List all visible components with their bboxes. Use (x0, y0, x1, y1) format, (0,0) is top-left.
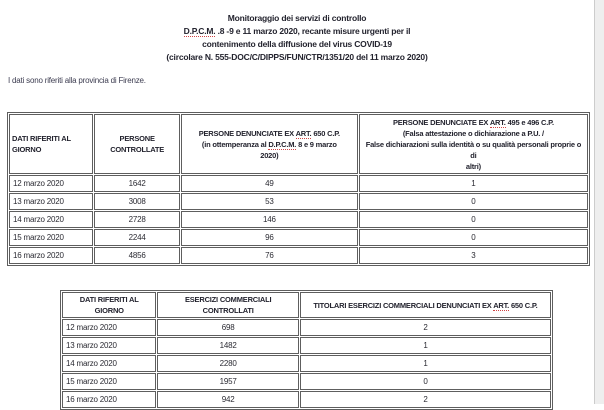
col-header-persone-controllate (94, 114, 179, 174)
denunciate-495-496-cell: 3 (359, 247, 588, 264)
denunciate-495-496-cell: 0 (359, 193, 588, 210)
h3-seg3: 650 C.P. (311, 128, 340, 138)
titolari-denunciati-cell: 2 (300, 391, 551, 408)
denunciate-650-cell: 76 (181, 247, 358, 264)
h4-seg1: PERSONE DENUNCIATE EX (392, 117, 490, 127)
date-cell: 13 marzo 2020 (62, 337, 156, 354)
table-header-row (62, 292, 551, 318)
denunciate-650-cell: 96 (181, 229, 358, 246)
date-cell: 15 marzo 2020 (9, 229, 93, 246)
art-misspell-underline-2: ART. (489, 117, 506, 127)
denunciate-650-cell: 49 (181, 175, 358, 192)
table-row (9, 193, 588, 210)
table-row (9, 229, 588, 246)
esercizi-controllati-cell: 698 (157, 319, 299, 336)
report-title (0, 12, 594, 64)
esercizi-controllati-cell: 942 (157, 391, 299, 408)
h3-seg7: 2020) (260, 150, 279, 160)
persone-controllate-cell: 4856 (94, 247, 179, 264)
table-row (9, 247, 588, 264)
col-header-denunciate-495-496 (359, 114, 588, 174)
date-cell: 16 marzo 2020 (62, 391, 156, 408)
esercizi-controllati-cell: 2280 (157, 355, 299, 372)
denunciate-495-496-cell: 0 (359, 211, 588, 228)
persone-controllate-cell: 2244 (94, 229, 179, 246)
h4-line3: False dichiarazioni sulla identità o su qualità personali proprie o di (365, 139, 582, 160)
denunciate-495-496-cell: 1 (359, 175, 588, 192)
col-header-titolari-denunciati (300, 292, 551, 318)
art-misspell-underline-3: ART. (493, 300, 510, 310)
col-header-date-line1: DATI RIFERITI AL (12, 134, 71, 143)
table-header-row (9, 114, 588, 174)
art-misspell-underline: ART. (295, 128, 312, 138)
dpcm-misspell-underline: D.P.C.M. (183, 26, 216, 36)
col-header-pc-line1: PERSONE (119, 134, 155, 143)
denunciate-650-cell: 146 (181, 211, 358, 228)
date-cell: 15 marzo 2020 (62, 373, 156, 390)
titolari-denunciati-cell: 2 (300, 319, 551, 336)
report-title-line-4: (circolare N. 555-DOC/C/DIPPS/FUN/CTR/1351/20 del 11 marzo 2020) (166, 52, 428, 62)
report-title-line-2-rest: .8 -9 e 11 marzo 2020, recante misure urgenti per il (215, 26, 411, 36)
report-title-line-2 (0, 25, 594, 38)
titolari-denunciati-cell: 1 (300, 355, 551, 372)
h4-line2: (Falsa attestazione o dichiarazione a P.U. / (402, 128, 544, 138)
col-header-esercizi-controllati: ESERCIZI COMMERCIALI CONTROLLATI (157, 292, 299, 318)
denunciate-650-cell: 53 (181, 193, 358, 210)
table-row (9, 211, 588, 228)
table-row (62, 391, 551, 408)
h3-seg4: (in ottemperanza al (201, 139, 269, 149)
persone-controllate-cell: 3008 (94, 193, 179, 210)
col-header-denunciate-650 (181, 114, 358, 174)
col-header-date (9, 114, 93, 174)
report-title-line-3: contenimento della diffusione del virus COVID-19 (202, 39, 392, 49)
col-header-pc-line2: CONTROLLATE (110, 145, 165, 154)
persone-controllate-cell: 2728 (94, 211, 179, 228)
h3-seg1: PERSONE DENUNCIATE EX (198, 128, 296, 138)
h4-line4: altri) (465, 161, 481, 171)
table-row (62, 373, 551, 390)
page-right-margin (594, 0, 604, 404)
titolari-denunciati-cell: 1 (300, 337, 551, 354)
t2h3-seg1: TITOLARI ESERCIZI COMMERCIALI DENUNCIATI EX (313, 300, 494, 310)
esercizi-controllati-cell: 1957 (157, 373, 299, 390)
esercizi-controllati-cell: 1482 (157, 337, 299, 354)
col-header-date: DATI RIFERITI AL GIORNO (62, 292, 156, 318)
date-cell: 13 marzo 2020 (9, 193, 93, 210)
table-row (9, 175, 588, 192)
date-cell: 12 marzo 2020 (62, 319, 156, 336)
denunciate-495-496-cell: 0 (359, 229, 588, 246)
date-cell: 14 marzo 2020 (62, 355, 156, 372)
dpcm-misspell-underline-2: D.P.C.M. (268, 139, 297, 149)
report-title-line-1: Monitoraggio dei servizi di controllo (227, 13, 367, 23)
persone-controllate-cell: 1642 (94, 175, 179, 192)
h3-seg6: 8 e 9 marzo (296, 139, 337, 149)
date-cell: 16 marzo 2020 (9, 247, 93, 264)
h4-seg3: 495 e 496 C.P. (505, 117, 554, 127)
date-cell: 14 marzo 2020 (9, 211, 93, 228)
table-row (62, 319, 551, 336)
commercial-controls-table (60, 290, 553, 410)
table-row (62, 355, 551, 372)
table-row (62, 337, 551, 354)
col-header-date-line2: GIORNO (12, 145, 42, 154)
intro-note: I dati sono riferiti alla provincia di Firenze. (8, 76, 146, 85)
t2h3-seg3: 650 C.P. (509, 300, 538, 310)
persons-controls-table (7, 112, 590, 266)
date-cell: 12 marzo 2020 (9, 175, 93, 192)
titolari-denunciati-cell: 0 (300, 373, 551, 390)
